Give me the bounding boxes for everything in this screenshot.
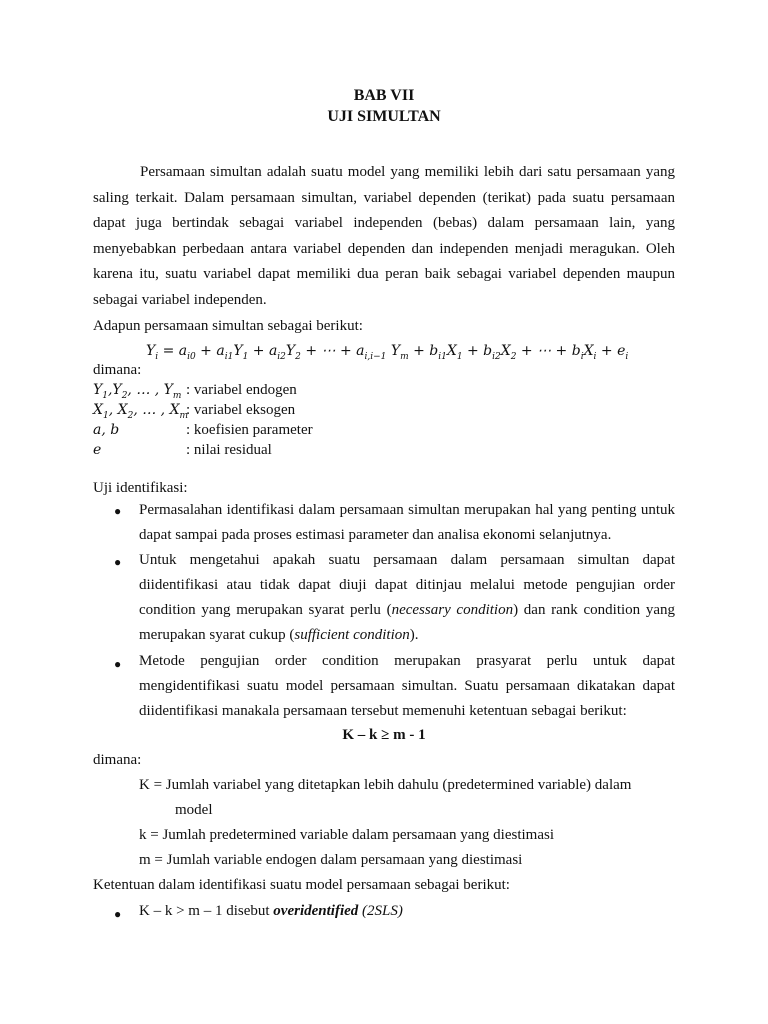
var-k-definition: k = Jumlah predetermined variable dalam persamaan yang diestimasi (139, 827, 554, 843)
chapter-title: UJI SIMULTAN (327, 108, 441, 125)
bullet-item-1: Permasalahan identifikasi dalam persamaan simultan merupakan hal yang penting untuk dapat sampai pada proses estimasi parameter dan analisa ekonomi selanjutnya. (139, 502, 675, 543)
var-K-definition-cont: model (175, 802, 213, 818)
def-term-eksogen: $X_1$, $X_2$, … , $X_m$ (93, 402, 189, 421)
dimana-label-1: dimana: (93, 362, 142, 378)
order-condition-formula: K – k ≥ m - 1 (342, 727, 426, 743)
ketentuan-label: Ketentuan dalam identifikasi suatu model persamaan sebagai berikut: (93, 877, 510, 893)
dimana-label-2: dimana: (93, 752, 142, 768)
def-desc-residual: : nilai residual (186, 442, 272, 458)
equation-intro: Adapun persamaan simultan sebagai berikut: (93, 318, 363, 334)
chapter-number: BAB VII (353, 87, 415, 104)
bullet-dot: ● (114, 504, 122, 518)
def-term-endogen: $Y_1,Y_2$, … , $Y_m$ (93, 382, 182, 401)
uji-identifikasi-label: Uji identifikasi: (93, 480, 188, 496)
def-term-koefisien: a, b (93, 422, 120, 438)
bullet-dot: ● (114, 555, 122, 569)
bullet-item-2: Untuk mengetahui apakah suatu persamaan dalam persamaan simultan dapat diidentifikasi atau tidak dapat diuji dapat ditinjau melalui metode pengujian order condition yang merupakan syarat perlu (necessary condition) dan rank condition yang merupakan syarat cukup (sufficient condition). (139, 552, 676, 643)
var-m-definition: m = Jumlah variable endogen dalam persamaan yang diestimasi (139, 852, 523, 868)
bullet-dot: ● (114, 657, 122, 671)
bullet-item-3: Metode pengujian order condition merupakan prasyarat perlu untuk dapat mengidentifikasi suatu model persamaan simultan. Suatu persamaan dikatakan dapat diidentifikasi manakala persamaan tersebut memenuhi ketentuan sebagai berikut: (139, 653, 675, 719)
def-desc-endogen: : variabel endogen (186, 382, 297, 398)
def-term-residual: e (93, 442, 102, 458)
intro-paragraph: Persamaan simultan adalah suatu model yang memiliki lebih dari satu persamaan yang saling terkait. Dalam persamaan simultan, variabel dependen (terikat) pada suatu persamaan dapat juga bertindak sebagai variabel independen (bebas) dalam persamaan lain, yang menyebabkan perbedaan antara variabel dependen dan independen menjadi meragukan. Oleh karena itu, suatu variabel dapat memiliki dua peran baik sebagai variabel dependen maupun sebagai variabel independen. (93, 164, 675, 308)
var-K-definition: K = Jumlah variabel yang ditetapkan lebih dahulu (predetermined variable) dalam (139, 777, 632, 793)
overidentified-bullet: K – k > m – 1 disebut overidentified (2SLS) (139, 903, 403, 919)
simultaneous-equation: $Y_i = a_{i0} + a_{i1}Y_1 + a_{i2}Y_2$ + ⋯ + $a_{i,i-1}$ $Y_m + b_{i1}X_1 + b_{i2}X_2$ + ⋯ + $b_iX_i + e_i$ (146, 343, 629, 362)
def-desc-koefisien: : koefisien parameter (186, 422, 313, 438)
bullet-dot: ● (114, 907, 122, 921)
def-desc-eksogen: : variabel eksogen (186, 402, 296, 418)
